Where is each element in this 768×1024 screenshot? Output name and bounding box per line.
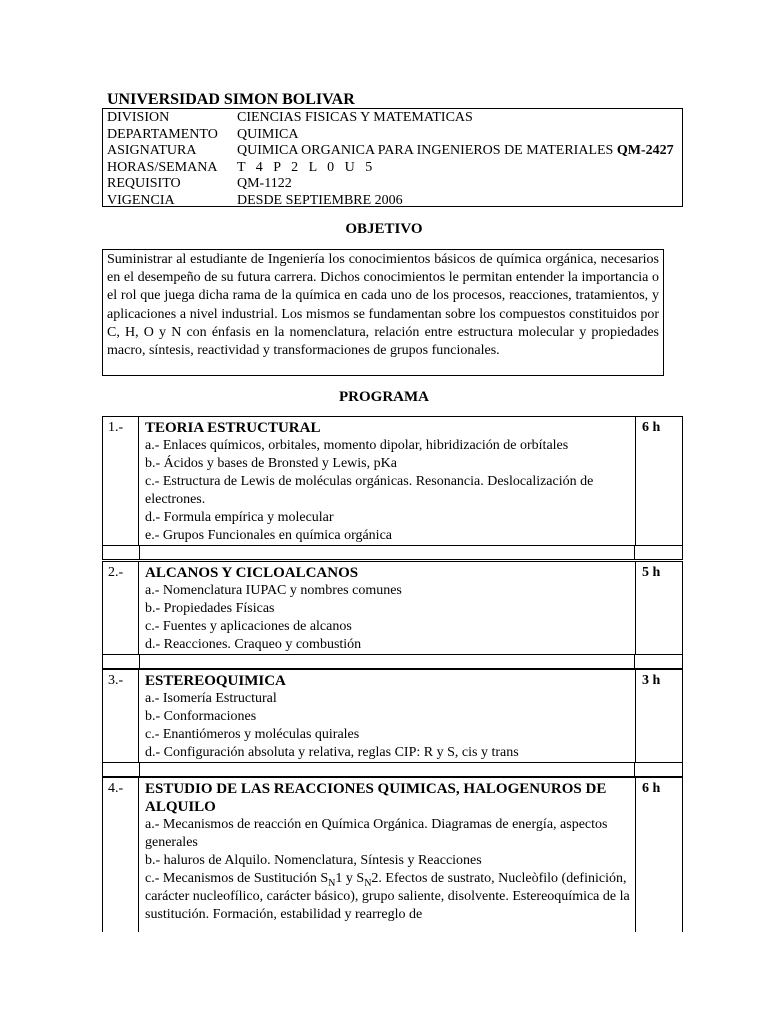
unit-item: e.- Grupos Funcionales en química orgánica — [145, 528, 393, 543]
unit-title: ESTUDIO DE LAS REACCIONES QUIMICAS, HALOGENUROS DE ALQUILO — [145, 781, 607, 815]
info-label: ASIGNATURA — [107, 143, 197, 158]
unit-item: d.- Configuración absoluta y relativa, reglas CIP: R y S, cis y trans — [145, 745, 519, 760]
unit-item: a.- Mecanismos de reacción en Química Orgánica. Diagramas de energía, aspectos generales — [145, 817, 608, 850]
info-label: DEPARTAMENTO — [107, 126, 218, 142]
info-value: DESDE SEPTIEMBRE 2006 — [237, 192, 403, 208]
unit-title: ALCANOS Y CICLOALCANOS — [145, 565, 359, 581]
info-value: QUIMICA — [237, 126, 299, 142]
unit-hours: 6 h — [635, 778, 682, 932]
unit-spacer-row — [102, 655, 683, 669]
program-unit-2 — [102, 561, 683, 655]
unit-spacer-row — [102, 763, 683, 777]
unit-title: TEORIA ESTRUCTURAL — [145, 420, 321, 436]
unit-hours: 3 h — [635, 670, 682, 762]
unit-item: c.- Fuentes y aplicaciones de alcanos — [145, 619, 352, 634]
info-value: QM-1122 — [237, 176, 292, 191]
course-code: QM-2427 — [616, 143, 674, 158]
unit-item: b.- Ácidos y bases de Bronsted y Lewis, pKa — [145, 456, 397, 471]
info-value — [237, 142, 674, 160]
program-unit-1 — [102, 416, 683, 546]
info-label: VIGENCIA — [107, 192, 175, 208]
unit-item: b.- haluros de Alquilo. Nomenclatura, Síntesis y Reacciones — [145, 853, 482, 868]
unit-title: ESTEREOQUIMICA — [145, 673, 286, 689]
unit-number: 1.- — [103, 417, 139, 545]
unit-item-sn-mechanisms: c.- Mecanismos de Sustitución $S_N1$ y $S_N2$. Efectos de sustrato, Nucleòfilo (definición, carácter nucleofílico, carácter básico), grupo saliente, disolvente. Estereoquímica de la sustitución. Formación, estabilidad y rearreglo de — [145, 871, 630, 922]
course-info-table — [102, 108, 683, 207]
unit-number: 4.- — [103, 778, 139, 932]
unit-content — [145, 564, 631, 654]
unit-item: b.- Propiedades Físicas — [145, 601, 275, 616]
unit-item: c.- Enantiómeros y moléculas quirales — [145, 727, 360, 742]
objective-text: Suministrar al estudiante de Ingeniería los conocimientos básicos de química orgánica, necesarios en el desempeño de su futura carrera. Dichos conocimientos le permitan entender la importancia o el rol que juega dicha rama de la química en cada uno de los procesos, reacciones, tratamientos, y aplicaciones a nivel industrial. Los mismos se fundamentan sobre los compuestos constituidos por C, H, O y N con énfasis en la nomenclatura, relación entre estructura molecular y propiedades macro, síntesis, reactividad y transformaciones de grupos funcionales. — [102, 249, 664, 376]
unit-hours: 6 h — [635, 417, 682, 545]
info-label: DIVISION — [107, 110, 170, 125]
info-value: CIENCIAS FISICAS Y MATEMATICAS — [237, 110, 473, 125]
unit-item: d.- Formula empírica y molecular — [145, 510, 334, 525]
unit-number: 3.- — [103, 670, 139, 762]
unit-spacer-row — [102, 546, 683, 560]
unit-content — [145, 419, 631, 545]
course-name: QUIMICA ORGANICA PARA INGENIEROS DE MATERIALES — [237, 143, 614, 158]
unit-number: 2.- — [103, 562, 139, 654]
unit-hours: 5 h — [635, 562, 682, 654]
unit-item: d.- Reacciones. Craqueo y combustión — [145, 637, 362, 652]
unit-content — [145, 672, 631, 762]
info-value: T 4 P 2 L 0 U 5 — [237, 159, 373, 175]
unit-item: b.- Conformaciones — [145, 709, 257, 724]
program-unit-3 — [102, 669, 683, 763]
info-label: REQUISITO — [107, 176, 181, 191]
unit-content — [145, 780, 631, 924]
unit-item: a.- Enlaces químicos, orbitales, momento dipolar, hibridización de orbítales — [145, 438, 569, 453]
info-label: HORAS/SEMANA — [107, 159, 218, 175]
program-unit-4 — [102, 777, 683, 932]
unit-item: c.- Estructura de Lewis de moléculas orgánicas. Resonancia. Deslocalización de electrones. — [145, 474, 594, 507]
unit-item: a.- Isomería Estructural — [145, 691, 277, 706]
program-title: PROGRAMA — [339, 389, 429, 405]
objective-title: OBJETIVO — [345, 221, 423, 237]
university-name: UNIVERSIDAD SIMON BOLIVAR — [107, 91, 355, 108]
unit-item: a.- Nomenclatura IUPAC y nombres comunes — [145, 583, 402, 598]
